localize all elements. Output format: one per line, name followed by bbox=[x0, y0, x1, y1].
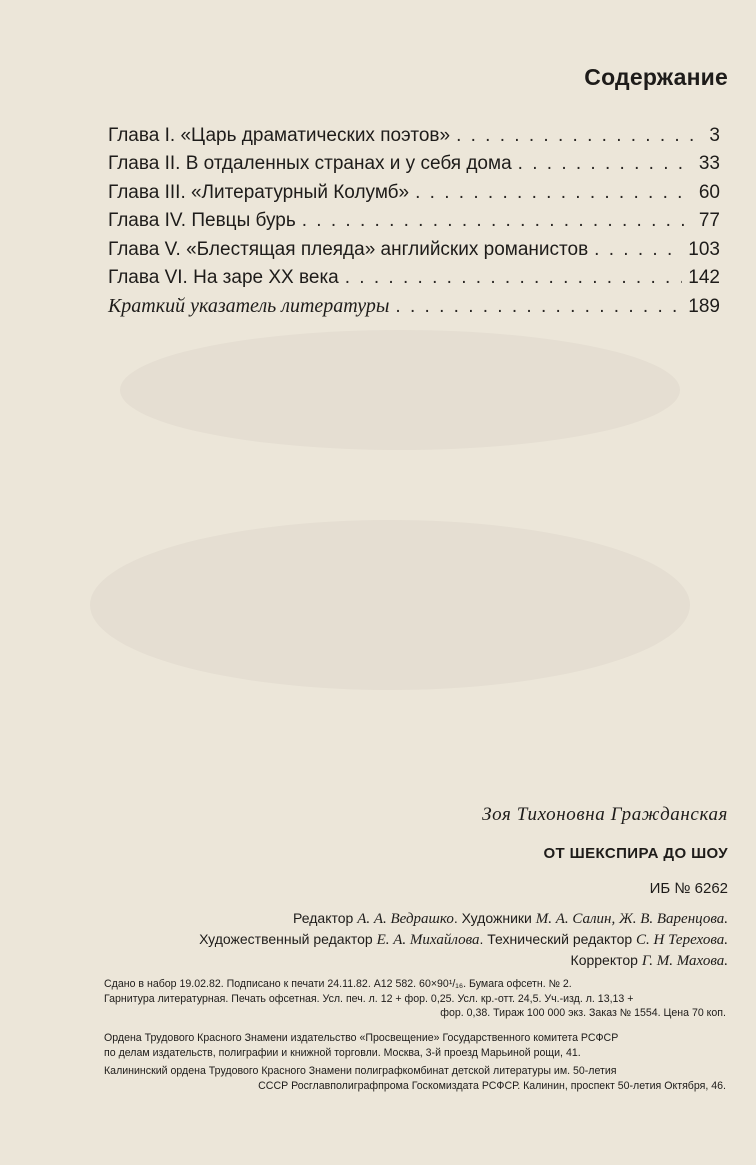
toc-entry-label: Глава V. «Блестящая плеяда» английских романистов bbox=[108, 238, 589, 260]
toc-entry-page: 142 bbox=[688, 266, 720, 288]
toc-leader-dots bbox=[345, 264, 683, 292]
credit-person: А. А. Ведрашко bbox=[357, 911, 454, 927]
toc-entry-page: 103 bbox=[688, 238, 720, 260]
toc-entry-label: Глава III. «Литературный Колумб» bbox=[108, 181, 410, 203]
toc-entry-page: 60 bbox=[698, 181, 720, 203]
toc-entry-label: Краткий указатель литературы bbox=[108, 295, 390, 318]
toc-entry-page: 77 bbox=[698, 210, 720, 232]
credits-block bbox=[88, 908, 728, 971]
toc-entry[interactable] bbox=[108, 207, 720, 235]
paper-bleed-through bbox=[90, 520, 690, 690]
credits-line-art-editors bbox=[88, 929, 728, 950]
credit-role: Корректор bbox=[570, 952, 642, 968]
credits-line-corrector bbox=[88, 950, 728, 971]
credit-person: Е. А. Михайлова bbox=[376, 932, 480, 948]
toc-leader-dots bbox=[518, 150, 693, 178]
toc-entry[interactable] bbox=[108, 264, 720, 292]
credit-role: . Технический редактор bbox=[479, 931, 637, 947]
print-details bbox=[104, 977, 726, 1021]
toc-leader-dots bbox=[594, 236, 682, 264]
toc-entry-page: 189 bbox=[688, 296, 720, 318]
credits-line-editors bbox=[88, 908, 728, 929]
printer-info-line: Калининский ордена Трудового Красного Знамени полиграфкомбинат детской литературы им. 50-летия bbox=[104, 1065, 617, 1077]
toc-entry-label: Глава II. В отдаленных странах и у себя дома bbox=[108, 153, 512, 175]
toc-leader-dots bbox=[415, 179, 693, 207]
book-title: ОТ ШЕКСПИРА ДО ШОУ bbox=[543, 845, 728, 862]
toc-entry-label: Глава IV. Певцы бурь bbox=[108, 210, 296, 232]
toc-entry[interactable] bbox=[108, 122, 720, 150]
author-name: Зоя Тихоновна Гражданская bbox=[482, 804, 728, 825]
printer-info-line: СССР Росглавполиграфпрома Госкомиздата РСФСР. Калинин, проспект 50-летия Октября, 46. bbox=[258, 1079, 726, 1092]
toc-entry-label: Глава VI. На заре XX века bbox=[108, 266, 339, 288]
toc-leader-dots bbox=[456, 122, 694, 150]
paper-bleed-through bbox=[120, 330, 680, 450]
credit-role: Художественный редактор bbox=[199, 931, 377, 947]
publisher-info-line: Ордена Трудового Красного Знамени издательство «Просвещение» Государственного комитета РСФСР bbox=[104, 1032, 619, 1044]
toc-entry[interactable] bbox=[108, 179, 720, 207]
print-details-line: фор. 0,38. Тираж 100 000 экз. Заказ № 1554. Цена 70 коп. bbox=[440, 1007, 726, 1019]
credit-person: С. Н Терехова. bbox=[636, 932, 728, 948]
credit-role: . Художники bbox=[453, 910, 536, 926]
toc-entry[interactable] bbox=[108, 236, 720, 264]
print-details-line: Гарнитура литературная. Печать офсетная. Усл. печ. л. 12 + фор. 0,25. Усл. кр.-отт. 24,5. Уч.-изд. л. 13,13 + bbox=[104, 992, 634, 1005]
publisher-info bbox=[104, 1031, 726, 1060]
table-of-contents bbox=[108, 122, 720, 321]
credit-role: Редактор bbox=[293, 910, 358, 926]
toc-entry-page: 33 bbox=[698, 153, 720, 175]
toc-entry-page: 3 bbox=[709, 125, 720, 146]
toc-leader-dots bbox=[302, 207, 693, 235]
toc-entry-label: Глава I. «Царь драматических поэтов» bbox=[108, 125, 451, 146]
toc-title: Содержание bbox=[584, 64, 728, 90]
toc-entry[interactable] bbox=[108, 150, 720, 178]
print-details-line: Сдано в набор 19.02.82. Подписано к печати 24.11.82. А12 582. 60×90¹/₁₆. Бумага офсетн. № 2. bbox=[104, 978, 572, 990]
printer-info bbox=[104, 1064, 726, 1093]
toc-entry-bibliography[interactable] bbox=[108, 292, 720, 320]
credit-person: М. А. Салин, Ж. В. Варенцова. bbox=[535, 911, 728, 927]
toc-leader-dots bbox=[395, 293, 682, 321]
credit-person: Г. М. Махова. bbox=[641, 953, 728, 969]
publisher-info-line: по делам издательств, полиграфии и книжной торговли. Москва, 3-й проезд Марьиной рощи, 41. bbox=[104, 1046, 581, 1059]
ib-number: ИБ № 6262 bbox=[649, 880, 728, 897]
